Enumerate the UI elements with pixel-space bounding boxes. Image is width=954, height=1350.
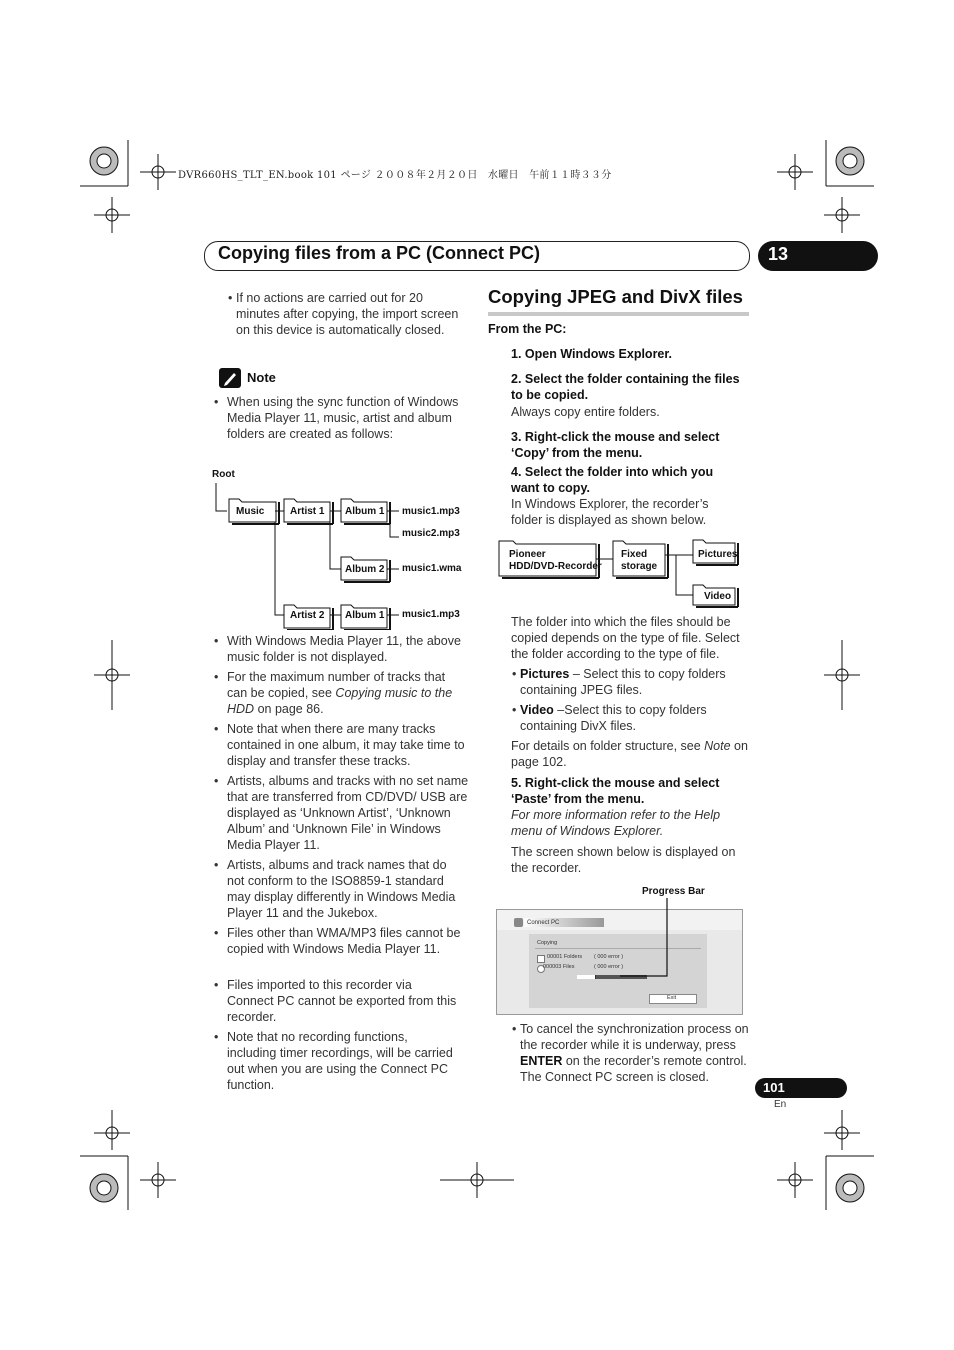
video-term: Video xyxy=(520,703,554,717)
pictures-folder-label: Pictures xyxy=(698,549,738,560)
fixed-storage-label-2: storage xyxy=(621,561,658,572)
step-3: 3. Right-click the mouse and select ‘Copy’ from the menu. xyxy=(511,430,720,460)
note-bullet-max-pre: For the maximum number of tracks that can be copied, see xyxy=(227,670,446,700)
exit-button[interactable] xyxy=(649,994,697,1004)
page-number: 101 xyxy=(763,1080,785,1095)
tree-file-label: music1.wma xyxy=(402,563,462,574)
folder-icon xyxy=(537,955,545,963)
pencil-icon xyxy=(219,368,241,388)
language-code: En xyxy=(774,1099,787,1110)
note-bullet-sync: • When using the sync function of Windows Media Player 11, music, artist and album folders are created as follows: xyxy=(214,395,459,441)
note-bullet-export: • Files imported to this recorder via Connect PC cannot be exported from this recorder. xyxy=(214,978,457,1024)
step-5-note: For more information refer to the Help menu of Windows Explorer. xyxy=(511,808,721,838)
tree-file-label: music1.mp3 xyxy=(402,609,460,620)
note-bullet-many-tracks: • Note that when there are many tracks contained in one album, it may take time to display and transfer these tracks. xyxy=(214,722,465,768)
connect-pc-icon xyxy=(514,918,523,927)
note-heading: Note xyxy=(247,370,276,385)
note-bullet-wmp-text: With Windows Media Player 11, the above music folder is not displayed. xyxy=(227,634,461,664)
pioneer-folder-label: Pioneer xyxy=(509,549,546,560)
note-bullet-recording: • Note that no recording functions, including timer recordings, will be carried out when you are using the Connect PC function. xyxy=(214,1030,453,1092)
fixed-storage-label: Fixed xyxy=(621,549,648,560)
video-folder-label: Video xyxy=(704,591,732,602)
tree-album1b-label: Album 1 xyxy=(345,610,385,621)
chapter-number: 13 xyxy=(768,244,789,264)
progress-bar-callout: Progress Bar xyxy=(642,886,705,897)
cancel-bullet: • To cancel the synchronization process on the recorder while it is underway, press ENTER on the recorder’s remote control. The Connect PC screen is closed. xyxy=(512,1022,749,1084)
note-bullet-other-files: • Files other than WMA/MP3 files cannot be copied with Windows Media Player 11. xyxy=(214,926,461,956)
pictures-desc: – Select this to copy folders containing JPEG files. xyxy=(520,667,726,697)
note-bullet-iso: • Artists, albums and track names that do not conform to the ISO8859-1 standard may display differently in Windows Media Player 11 and the Jukebox. xyxy=(214,858,456,920)
screen-title: Connect PC xyxy=(527,920,560,926)
pictures-bullet: • Pictures – Select this to copy folders containing JPEG files. xyxy=(512,667,726,697)
details-post: on page 102. xyxy=(511,739,748,769)
print-info-line: DVR660HS_TLT_EN.book 101 ページ ２００８年２月２０日 水曜日 午前１１時３３分 xyxy=(178,170,612,181)
tree-music-label: Music xyxy=(236,506,265,517)
copying-label: Copying xyxy=(537,940,558,946)
cancel-post: on the recorder’s remote control. The Connect PC screen is closed. xyxy=(520,1054,747,1084)
note-bullet-max-tracks: • For the maximum number of tracks that can be copied, see Copying music to the HDD on page 86. xyxy=(214,670,453,716)
note-bullet-other-text: Files other than WMA/MP3 files cannot be copied with Windows Media Player 11. xyxy=(227,926,461,956)
files-count: 000003 Files xyxy=(543,964,575,970)
details-pre: For details on folder structure, see xyxy=(511,739,705,753)
step-2-note: Always copy entire folders. xyxy=(511,405,660,419)
note-bullet-recording-text: Note that no recording functions, including timer recordings, will be carried out when you are using the Connect PC function. xyxy=(227,1030,453,1092)
copying-music-reference: Copying music to the HDD xyxy=(227,686,453,716)
section-title: Copying JPEG and DivX files xyxy=(488,286,743,307)
details-text xyxy=(511,738,751,770)
note-bullet-unknown-text: Artists, albums and tracks with no set name that are transferred from CD/DVD/ USB are displayed as ‘Unknown Artist’, ‘Unknown Album’ and ‘Unknown File’ in Windows Media Player 11. xyxy=(227,774,469,852)
screen-intro-text: The screen shown below is displayed on the recorder. xyxy=(511,845,736,875)
from-pc-heading: From the PC: xyxy=(488,322,567,336)
tree-album1-label: Album 1 xyxy=(345,506,385,517)
folder-depends-text: The folder into which the files should be copied depends on the type of file. Select the folder according to the type of file. xyxy=(511,615,740,661)
page-title: Copying files from a PC (Connect PC) xyxy=(218,243,541,263)
pioneer-folder-label-2: HDD/DVD-Recorder xyxy=(509,561,602,572)
details-note-ref: Note xyxy=(704,739,731,753)
section-underline xyxy=(488,312,749,316)
folders-count: 00001 Folders xyxy=(547,954,583,960)
tree-file-label: music1.mp3 xyxy=(402,506,460,517)
note-bullet-sync-text: When using the sync function of Windows Media Player 11, music, artist and album folders are created as follows: xyxy=(227,395,459,441)
note-bullet-many-text: Note that when there are many tracks contained in one album, it may take time to display and transfer these tracks. xyxy=(227,722,465,768)
tree-artist2-label: Artist 2 xyxy=(290,610,325,621)
step-5: 5. Right-click the mouse and select ‘Paste’ from the menu. xyxy=(511,776,720,806)
music-folder-tree xyxy=(205,465,475,630)
note-bullet-max-post: on page 86. xyxy=(254,702,324,716)
pictures-term: Pictures xyxy=(520,667,570,681)
exit-button-label: Exit xyxy=(667,995,677,1001)
tree-artist1-label: Artist 1 xyxy=(290,506,325,517)
tree-album2-label: Album 2 xyxy=(345,564,385,575)
note-bullet-export-text: Files imported to this recorder via Connect PC cannot be exported from this recorder. xyxy=(227,978,457,1024)
enter-key-label: ENTER xyxy=(520,1054,563,1068)
tree-file-label: music2.mp3 xyxy=(402,528,460,539)
intro-bullet-text: If no actions are carried out for 20 minutes after copying, the import screen on this device is automatically closed. xyxy=(236,291,459,337)
video-bullet: • Video –Select this to copy folders containing DivX files. xyxy=(512,703,707,733)
progress-callout-line xyxy=(590,898,680,983)
note-bullet-unknown: • Artists, albums and tracks with no set name that are transferred from CD/DVD/ USB are displayed as ‘Unknown Artist’, ‘Unknown Album’ and ‘Unknown File’ in Windows Media Player 11. xyxy=(214,774,469,852)
cancel-pre: To cancel the synchronization process on the recorder while it is underway, press xyxy=(520,1022,749,1052)
step-4: 4. Select the folder into which you want to copy. xyxy=(511,465,714,495)
note-bullet-wmp: • With Windows Media Player 11, the above music folder is not displayed. xyxy=(214,634,461,664)
step-4-note: In Windows Explorer, the recorder’s folder is displayed as shown below. xyxy=(511,497,709,527)
step-2: 2. Select the folder containing the files to be copied. xyxy=(511,372,740,402)
tree-root-label: Root xyxy=(212,469,235,480)
step-1: 1. Open Windows Explorer. xyxy=(511,347,673,361)
video-desc: –Select this to copy folders containing DivX files. xyxy=(520,703,707,733)
folders-error: ( 000 error ) xyxy=(594,954,624,960)
files-error: ( 000 error ) xyxy=(594,964,624,970)
intro-bullet: • If no actions are carried out for 20 minutes after copying, the import screen on this device is automatically closed. xyxy=(228,291,459,337)
note-bullet-iso-text: Artists, albums and track names that do not conform to the ISO8859-1 standard may display differently in Windows Media Player 11 and the Jukebox. xyxy=(227,858,456,920)
